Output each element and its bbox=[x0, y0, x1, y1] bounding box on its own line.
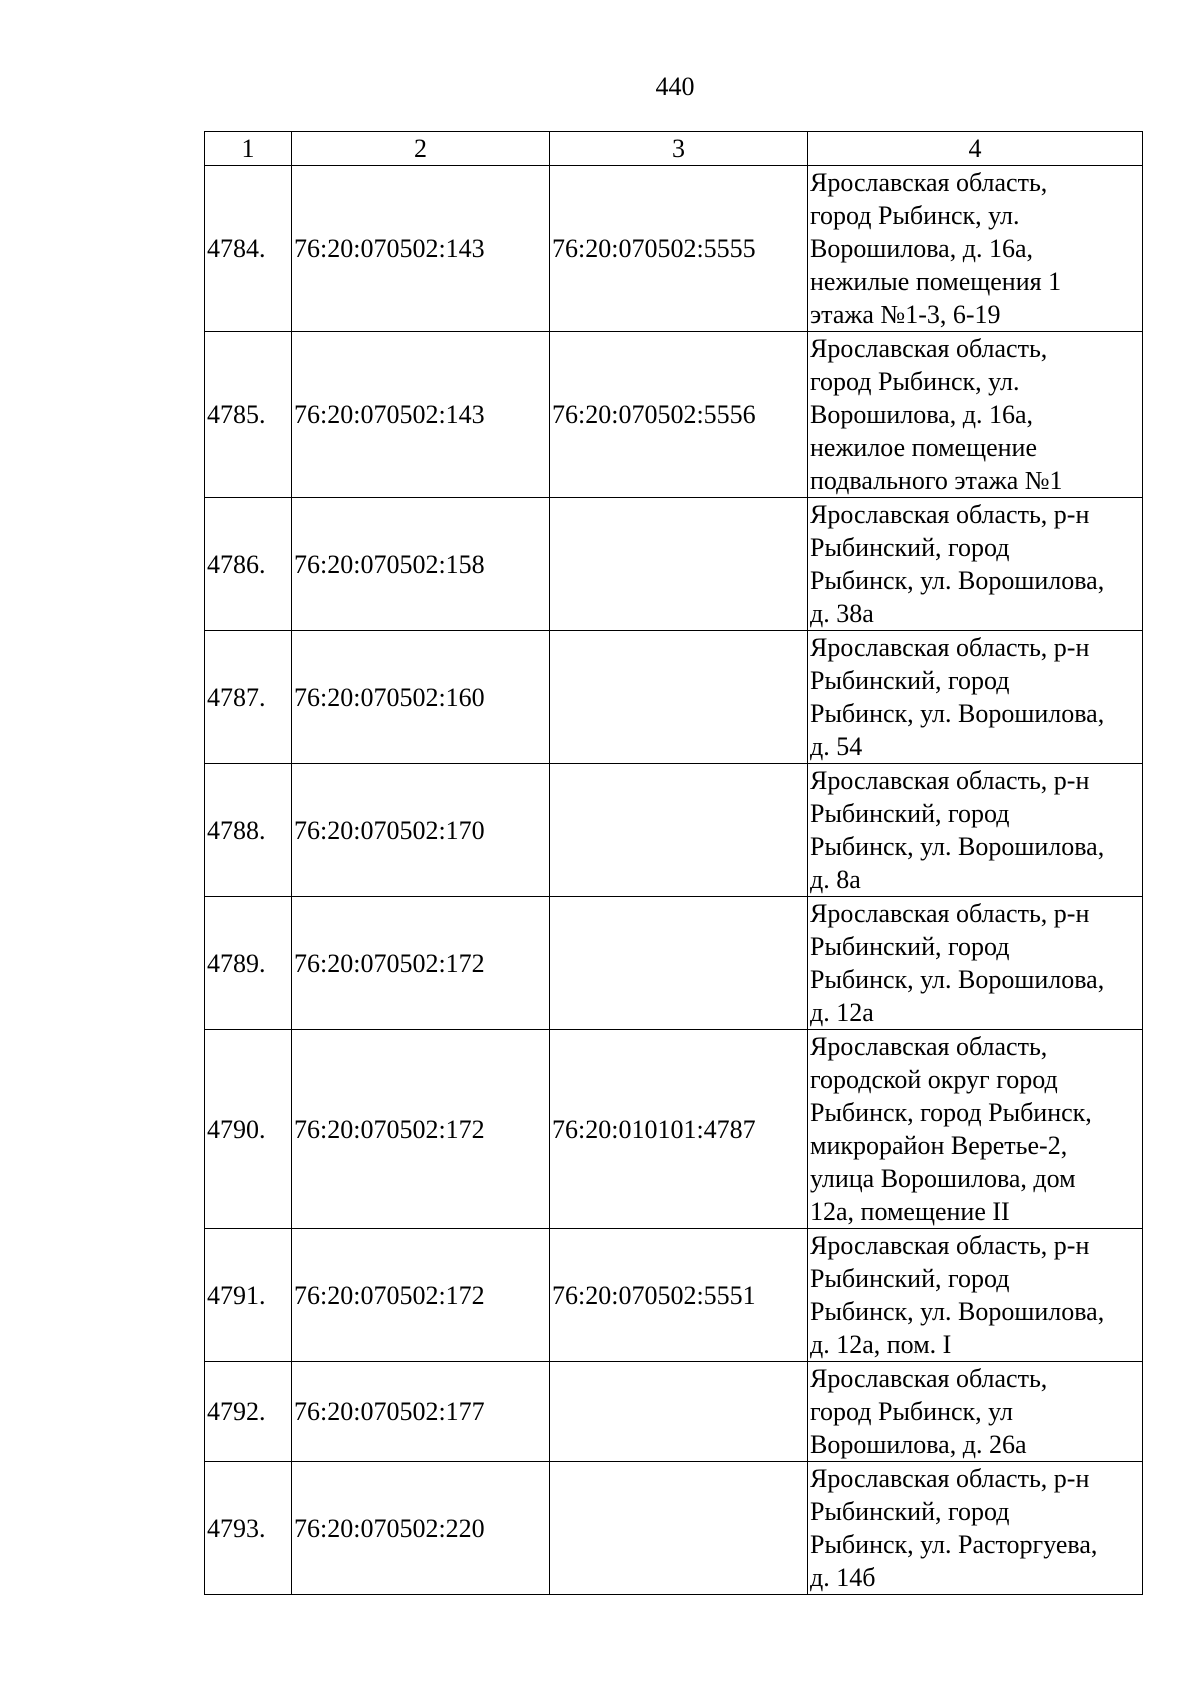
address: Ярославская область, город Рыбинск, ул Ворошилова, д. 26а bbox=[808, 1362, 1143, 1462]
object-cadastral-number bbox=[550, 1362, 808, 1462]
address: Ярославская область, р-н Рыбинский, город Рыбинск, ул. Ворошилова, д. 8а bbox=[808, 764, 1143, 897]
object-cadastral-number: 76:20:070502:5556 bbox=[550, 332, 808, 498]
land-cadastral-number: 76:20:070502:143 bbox=[292, 166, 550, 332]
row-number: 4788. bbox=[205, 764, 292, 897]
land-cadastral-number: 76:20:070502:160 bbox=[292, 631, 550, 764]
column-header-2: 2 bbox=[292, 132, 550, 166]
address: Ярославская область, город Рыбинск, ул. Ворошилова, д. 16а, нежилые помещения 1 этажа №1-3, 6-19 bbox=[808, 166, 1143, 332]
object-cadastral-number bbox=[550, 1462, 808, 1595]
table-row bbox=[205, 166, 1143, 332]
row-number: 4792. bbox=[205, 1362, 292, 1462]
column-header-4: 4 bbox=[808, 132, 1143, 166]
address: Ярославская область, р-н Рыбинский, город Рыбинск, ул. Ворошилова, д. 54 bbox=[808, 631, 1143, 764]
page-number: 440 bbox=[655, 72, 695, 101]
row-number: 4785. bbox=[205, 332, 292, 498]
table-row bbox=[205, 897, 1143, 1030]
table-row bbox=[205, 1229, 1143, 1362]
column-header-3: 3 bbox=[550, 132, 808, 166]
land-cadastral-number: 76:20:070502:172 bbox=[292, 1030, 550, 1229]
land-cadastral-number: 76:20:070502:170 bbox=[292, 764, 550, 897]
table-row bbox=[205, 1362, 1143, 1462]
address: Ярославская область, город Рыбинск, ул. Ворошилова, д. 16а, нежилое помещение подвального этажа №1 bbox=[808, 332, 1143, 498]
row-number: 4790. bbox=[205, 1030, 292, 1229]
row-number: 4789. bbox=[205, 897, 292, 1030]
land-cadastral-number: 76:20:070502:172 bbox=[292, 1229, 550, 1362]
address: Ярославская область, р-н Рыбинский, город Рыбинск, ул. Ворошилова, д. 38а bbox=[808, 498, 1143, 631]
row-number: 4784. bbox=[205, 166, 292, 332]
table-row bbox=[205, 1030, 1143, 1229]
object-cadastral-number bbox=[550, 897, 808, 1030]
land-cadastral-number: 76:20:070502:172 bbox=[292, 897, 550, 1030]
object-cadastral-number bbox=[550, 764, 808, 897]
address: Ярославская область, р-н Рыбинский, город Рыбинск, ул. Ворошилова, д. 12а, пом. I bbox=[808, 1229, 1143, 1362]
table-row bbox=[205, 1462, 1143, 1595]
row-number: 4786. bbox=[205, 498, 292, 631]
row-number: 4787. bbox=[205, 631, 292, 764]
table-row bbox=[205, 631, 1143, 764]
row-number: 4793. bbox=[205, 1462, 292, 1595]
table-row bbox=[205, 764, 1143, 897]
table-row bbox=[205, 498, 1143, 631]
row-number: 4791. bbox=[205, 1229, 292, 1362]
table-row bbox=[205, 332, 1143, 498]
land-cadastral-number: 76:20:070502:220 bbox=[292, 1462, 550, 1595]
address: Ярославская область, городской округ город Рыбинск, город Рыбинск, микрорайон Веретье-2, улица Ворошилова, дом 12а, помещение II bbox=[808, 1030, 1143, 1229]
land-cadastral-number: 76:20:070502:158 bbox=[292, 498, 550, 631]
land-cadastral-number: 76:20:070502:143 bbox=[292, 332, 550, 498]
object-cadastral-number bbox=[550, 631, 808, 764]
object-cadastral-number bbox=[550, 498, 808, 631]
address: Ярославская область, р-н Рыбинский, город Рыбинск, ул. Расторгуева, д. 14б bbox=[808, 1462, 1143, 1595]
object-cadastral-number: 76:20:010101:4787 bbox=[550, 1030, 808, 1229]
column-header-1: 1 bbox=[205, 132, 292, 166]
land-cadastral-number: 76:20:070502:177 bbox=[292, 1362, 550, 1462]
object-cadastral-number: 76:20:070502:5555 bbox=[550, 166, 808, 332]
header-row bbox=[205, 132, 1143, 166]
address: Ярославская область, р-н Рыбинский, город Рыбинск, ул. Ворошилова, д. 12а bbox=[808, 897, 1143, 1030]
registry-table bbox=[204, 131, 1143, 1595]
object-cadastral-number: 76:20:070502:5551 bbox=[550, 1229, 808, 1362]
